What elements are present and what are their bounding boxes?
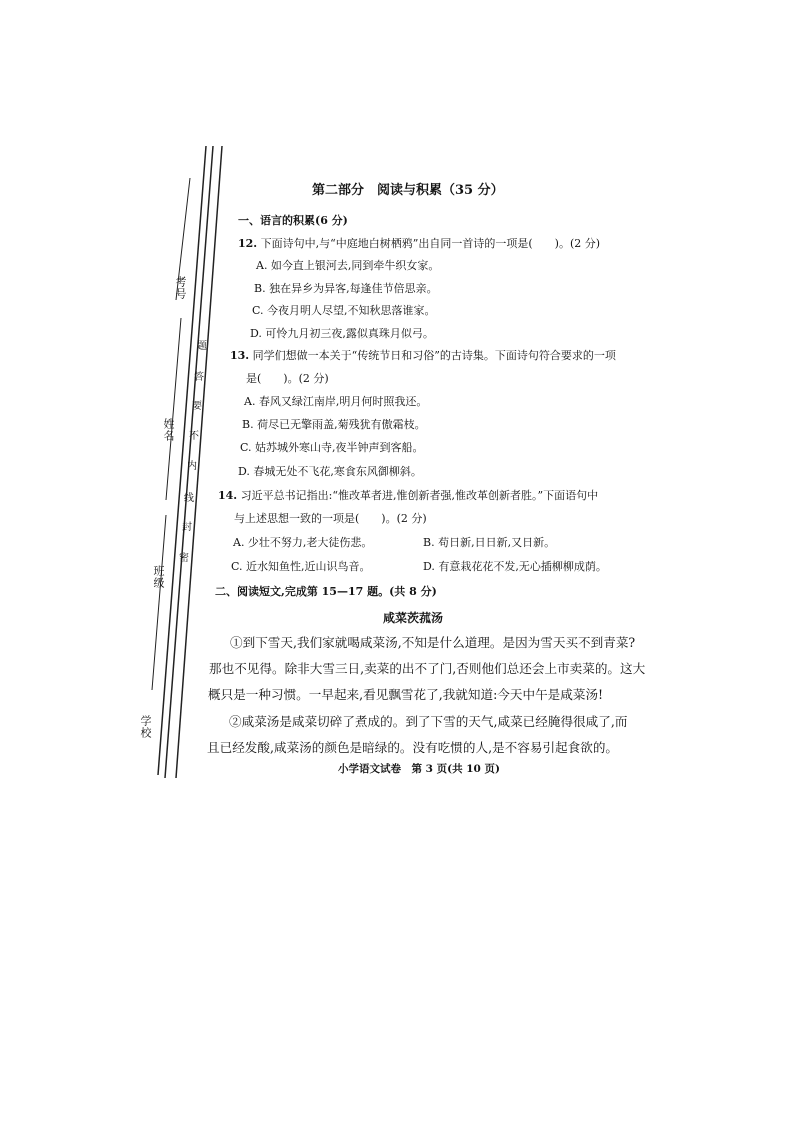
seal-char: 题: [197, 341, 207, 352]
field-underline-xingming: [166, 318, 181, 500]
seal-char: 内: [187, 461, 197, 472]
question-number: 13.: [230, 349, 250, 362]
passage-paragraph-2-line1: ②咸菜汤是咸菜切碎了煮成的。到了下雪的天气,咸菜已经腌得很咸了,而: [229, 714, 628, 729]
question-14-stem-line2: 与上述思想一致的一项是( )。(2 分): [234, 512, 427, 525]
field-label-name: 姓名: [162, 418, 175, 442]
question-14-option-d: D. 有意栽花花不发,无心插柳柳成荫。: [423, 560, 607, 573]
question-12-option-d: D. 可怜九月初三夜,露似真珠月似弓。: [250, 327, 434, 340]
question-12-stem: [238, 235, 600, 251]
question-12-option-a: A. 如今直上银河去,同到牵牛织女家。: [256, 259, 440, 272]
question-13-option-b: B. 荷尽已无擎雨盖,菊残犹有傲霜枝。: [242, 418, 426, 431]
question-number: 14.: [218, 489, 238, 502]
section-title: 第二部分 阅读与积累（35 分）: [312, 183, 504, 198]
question-14-stem-line1: [218, 487, 598, 503]
question-13-option-d: D. 春城无处不飞花,寒食东风御柳斜。: [238, 465, 422, 478]
part2-heading: 二、阅读短文,完成第 15—17 题。(共 8 分): [215, 585, 437, 598]
field-label-exam-number: 考号: [174, 276, 187, 300]
seal-char: 密: [179, 553, 189, 564]
question-text: 习近平总书记指出:“惟改革者进,惟创新者强,惟改革创新者胜。”下面语句中: [240, 489, 599, 502]
question-12-option-c: C. 今夜月明人尽望,不知秋思落谁家。: [252, 304, 436, 317]
seal-char: 线: [184, 493, 194, 504]
passage-paragraph-2-line2: 且已经发酸,咸菜汤的颜色是暗绿的。没有吃惯的人,是不容易引起食欲的。: [207, 740, 619, 755]
question-12-option-b: B. 独在异乡为异客,每逢佳节倍思亲。: [254, 282, 438, 295]
field-label-class: 班级: [152, 565, 165, 589]
question-14-option-b: B. 苟日新,日日新,又日新。: [423, 536, 556, 549]
question-13-stem-line2: 是( )。(2 分): [246, 372, 329, 385]
question-14-option-c: C. 近水知鱼性,近山识鸟音。: [231, 560, 371, 573]
seal-char: 答: [194, 372, 204, 383]
seal-char: 不: [189, 431, 199, 442]
question-text: 同学们想做一本关于“传统节日和习俗”的古诗集。下面诗句符合要求的一项: [252, 349, 616, 362]
question-number: 12.: [238, 237, 258, 250]
passage-paragraph-1-line1: ①到下雪天,我们家就喝咸菜汤,不知是什么道理。是因为雪天买不到青菜?: [230, 635, 636, 650]
page-footer: 小学语文试卷 第 3 页(共 10 页): [338, 763, 500, 775]
passage-title: 咸菜茨菰汤: [383, 611, 444, 625]
question-13-stem-line1: [230, 347, 616, 363]
field-underline-banji: [152, 515, 166, 690]
seal-char: 要: [192, 401, 202, 412]
question-text: 下面诗句中,与“中庭地白树栖鸦”出自同一首诗的一项是( )。(2 分): [260, 237, 601, 250]
question-13-option-c: C. 姑苏城外寒山寺,夜半钟声到客船。: [240, 441, 424, 454]
passage-paragraph-1-line3: 概只是一种习惯。一早起来,看见飘雪花了,我就知道:今天中午是咸菜汤!: [208, 687, 604, 702]
field-label-school: 学校: [139, 715, 152, 739]
seal-char: 封: [182, 522, 192, 533]
question-13-option-a: A. 春风又绿江南岸,明月何时照我还。: [244, 395, 428, 408]
part1-heading: 一、语言的积累(6 分): [238, 214, 348, 227]
passage-paragraph-1-line2: 那也不见得。除非大雪三日,卖菜的出不了门,否则他们总还会上市卖菜的。这大: [209, 661, 646, 676]
question-14-option-a: A. 少壮不努力,老大徒伤悲。: [233, 536, 373, 549]
